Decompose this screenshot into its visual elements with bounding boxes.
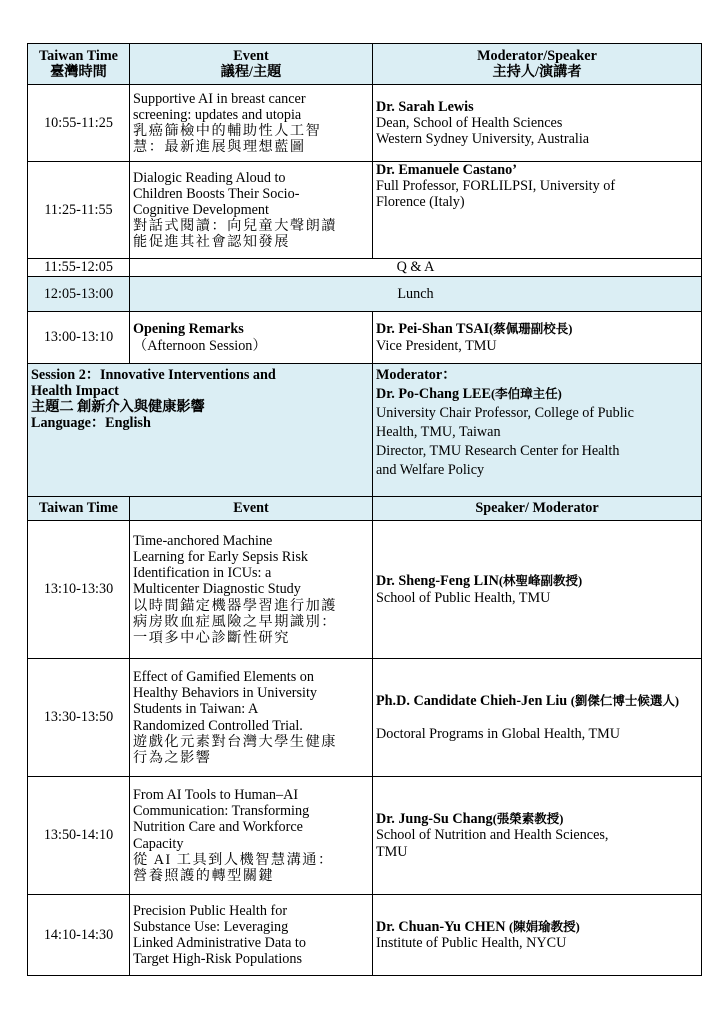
event-line-zh: 一項多中心診斷性研究 (133, 629, 290, 646)
moderator-detail: Health, TMU, Taiwan (376, 424, 501, 440)
speaker-cell (373, 659, 702, 777)
moderator-detail: and Welfare Policy (376, 462, 485, 478)
speaker-cell (373, 312, 702, 364)
moderator-cell (373, 364, 702, 497)
table-row (28, 895, 702, 976)
speaker-detail: Western Sydney University, Australia (376, 131, 590, 148)
event-line: Students in Taiwan: A (133, 701, 259, 718)
header-row (28, 44, 702, 85)
moderator-detail: Director, TMU Research Center for Health (376, 443, 620, 459)
table-row (28, 659, 702, 777)
event-line: Healthy Behaviors in University (133, 685, 318, 702)
header-time: Taiwan Time (28, 497, 130, 521)
header-row (28, 497, 702, 521)
speaker-detail: Vice President, TMU (376, 337, 497, 354)
event-line-zh: 以時間錨定機器學習進行加護 (133, 597, 337, 614)
speaker-name-zh: (林聖峰副教授) (498, 574, 583, 589)
speaker-cell (373, 521, 702, 659)
header-speaker: Speaker/ Moderator (373, 497, 702, 521)
event-line-zh: 能促進其社會認知發展 (133, 234, 290, 251)
event-cell (130, 659, 373, 777)
lunch-cell: Lunch (130, 277, 702, 312)
event-line: Communication: Transforming (133, 803, 310, 820)
table-row (28, 162, 702, 259)
moderator-label: Moderator： (376, 367, 457, 383)
speaker-detail: Full Professor, FORLILPSI, University of (376, 178, 616, 195)
event-cell (130, 162, 373, 259)
table-row (28, 777, 702, 895)
session-title: Session 2：Innovative Interventions and (31, 367, 276, 383)
speaker-detail: Florence (Italy) (376, 194, 465, 211)
speaker-name: Dr. Chuan-Yu CHEN (376, 918, 506, 935)
session-row (28, 364, 702, 497)
time-cell: 13:00-13:10 (28, 312, 130, 364)
event-line-zh: 行為之影響 (133, 749, 212, 766)
time-cell: 11:55-12:05 (28, 259, 130, 277)
time-cell: 14:10-14:30 (28, 895, 130, 976)
opening-title: Opening Remarks (133, 321, 244, 338)
session-title: Health Impact (31, 383, 119, 400)
time-cell: 12:05-13:00 (28, 277, 130, 312)
event-cell (130, 521, 373, 659)
speaker-name: Dr. Sarah Lewis (376, 98, 474, 115)
event-line: Dialogic Reading Aloud to (133, 169, 286, 186)
header-time-cell (28, 44, 130, 85)
event-line: Cognitive Development (133, 201, 269, 218)
event-line-zh: 慧：最新進展與理想藍圖 (133, 139, 306, 156)
moderator-name-zh: (李伯璋主任) (490, 387, 562, 401)
speaker-detail: Doctoral Programs in Global Health, TMU (376, 725, 621, 742)
event-cell (130, 895, 373, 976)
speaker-cell (373, 895, 702, 976)
event-line: Precision Public Health for (133, 902, 288, 919)
opening-row (28, 312, 702, 364)
header-speaker-cell (373, 44, 702, 85)
speaker-name: Dr. Pei-Shan TSAI (376, 321, 490, 338)
session-language: Language：English (31, 415, 151, 432)
speaker-name: Dr. Jung-Su Chang (376, 811, 493, 828)
speaker-detail: School of Public Health, TMU (376, 589, 551, 606)
time-cell: 10:55-11:25 (28, 85, 130, 162)
event-line: Linked Administrative Data to (133, 935, 306, 951)
header-event: Event (233, 47, 269, 64)
speaker-cell (373, 85, 702, 162)
speaker-detail: Dean, School of Health Sciences (376, 114, 563, 131)
qa-cell: Q & A (130, 259, 702, 277)
speaker-cell (373, 777, 702, 895)
speaker-detail: TMU (376, 843, 408, 860)
event-line: Capacity (133, 835, 184, 852)
event-line: Substance Use: Leveraging (133, 918, 289, 935)
qa-row (28, 259, 702, 277)
header-time: Taiwan Time (39, 47, 118, 64)
header-event-zh: 議程/主題 (220, 64, 282, 80)
event-line: Identification in ICUs: a (133, 565, 272, 582)
event-line-zh: 營養照護的轉型關鍵 (133, 867, 275, 884)
speaker-cell (373, 162, 702, 259)
speaker-detail: Institute of Public Health, NYCU (376, 935, 567, 951)
speaker-name: Dr. Sheng-Feng LIN (376, 573, 499, 590)
speaker-name-zh: (蔡佩珊副校長) (489, 322, 573, 337)
time-cell: 13:30-13:50 (28, 659, 130, 777)
header-speaker: Moderator/Speaker (477, 47, 597, 64)
event-line: Randomized Controlled Trial. (133, 717, 303, 734)
speaker-name: Ph.D. Candidate Chieh-Jen Liu (376, 693, 568, 710)
event-line: Supportive AI in breast cancer (133, 90, 306, 107)
header-event-cell (130, 44, 373, 85)
table-row (28, 521, 702, 659)
header-time-zh: 臺灣時間 (50, 64, 107, 80)
lunch-row (28, 277, 702, 312)
header-speaker-zh: 主持人/演講者 (492, 64, 582, 80)
header-event: Event (130, 497, 373, 521)
event-line: screening: updates and utopia (133, 106, 302, 123)
opening-subtitle: （Afternoon Session） (133, 337, 267, 354)
event-line-zh: 遊戲化元素對台灣大學生健康 (133, 733, 337, 750)
event-line: From AI Tools to Human–AI (133, 787, 299, 804)
moderator-name: Dr. Po-Chang LEE (376, 386, 491, 402)
event-line: Children Boosts Their Socio- (133, 185, 300, 202)
session-title-zh: 主題二 創新介入與健康影響 (31, 399, 205, 416)
event-line-zh: 從 AI 工具到人機智慧溝通： (133, 851, 334, 868)
schedule-table (27, 43, 702, 976)
speaker-detail: School of Nutrition and Health Sciences, (376, 827, 609, 844)
time-cell: 11:25-11:55 (28, 162, 130, 259)
event-line-zh: 對話式閱讀：向兒童大聲朗讀 (133, 218, 337, 235)
event-line: Nutrition Care and Workforce (133, 819, 303, 836)
session-title-cell (28, 364, 373, 497)
moderator-detail: University Chair Professor, College of Public (376, 405, 634, 421)
event-line-zh: 病房敗血症風險之早期識別： (133, 613, 337, 630)
table-row (28, 85, 702, 162)
event-line: Target High-Risk Populations (133, 951, 302, 968)
event-line: Learning for Early Sepsis Risk (133, 549, 308, 566)
time-cell: 13:10-13:30 (28, 521, 130, 659)
event-line: Multicenter Diagnostic Study (133, 581, 301, 598)
time-cell: 13:50-14:10 (28, 777, 130, 895)
speaker-name: Dr. Emanuele Castano’ (376, 162, 517, 178)
speaker-name-zh: (劉傑仁博士候選人) (570, 694, 680, 709)
event-cell (130, 312, 373, 364)
event-cell (130, 777, 373, 895)
speaker-name-zh: (陳娟瑜教授) (509, 919, 580, 934)
event-cell (130, 85, 373, 162)
event-line: Effect of Gamified Elements on (133, 669, 314, 686)
speaker-name-zh: (張榮素教授) (492, 812, 564, 827)
event-line: Time-anchored Machine (133, 533, 273, 550)
event-line-zh: 乳癌篩檢中的輔助性人工智 (133, 123, 322, 139)
